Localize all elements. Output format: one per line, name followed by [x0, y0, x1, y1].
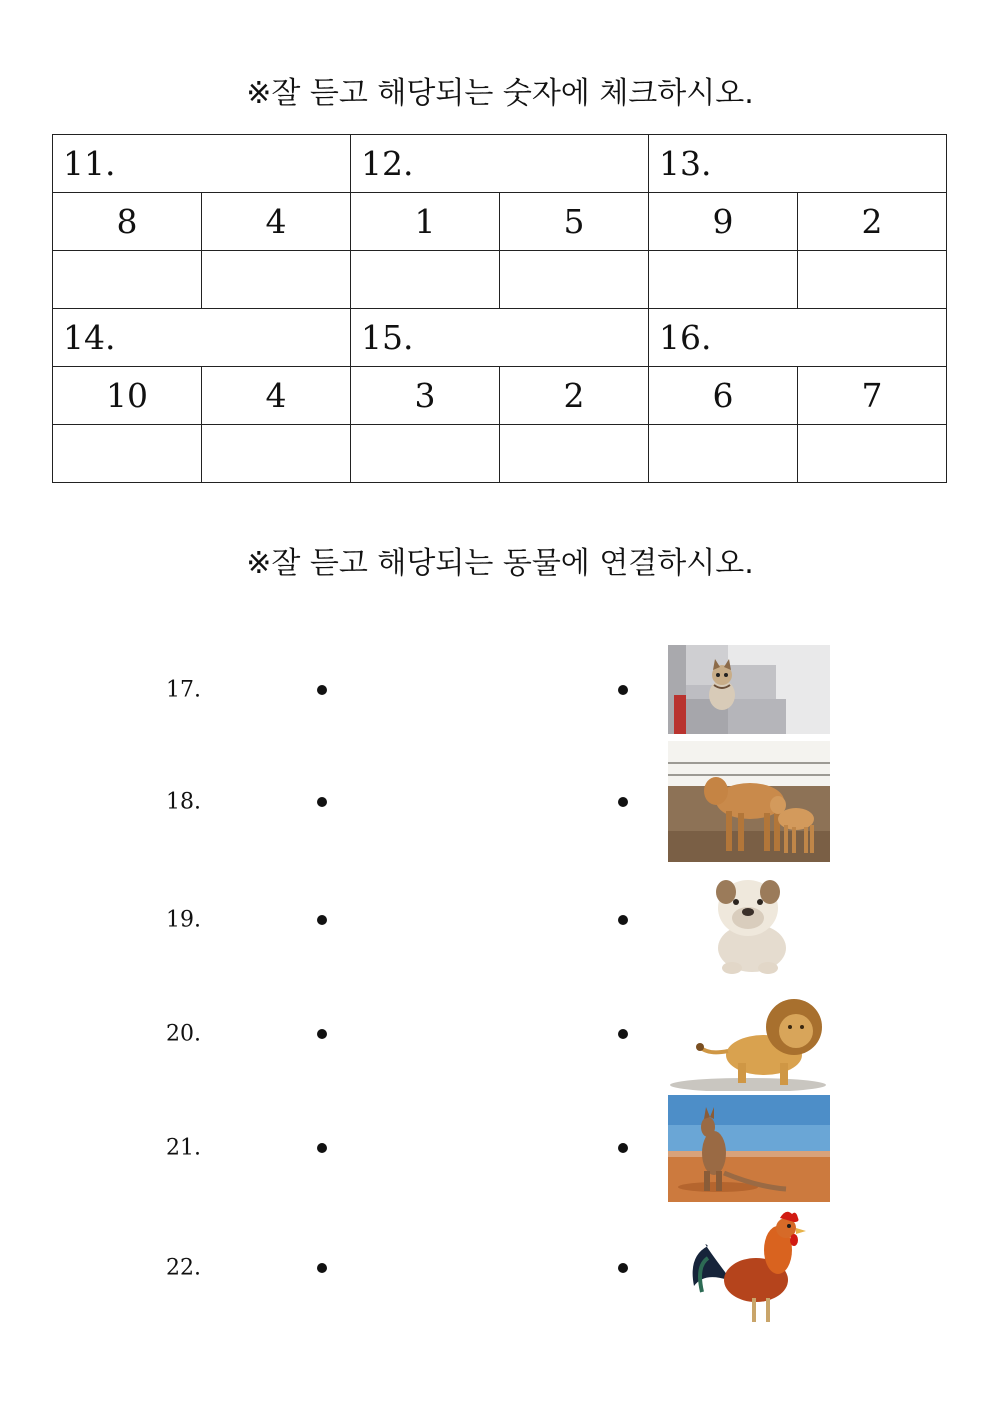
options-row: [53, 367, 947, 425]
option-15a: 3: [351, 367, 500, 425]
cow-image: [668, 741, 830, 862]
left-dot-20[interactable]: [317, 1029, 327, 1039]
match-row-22: [0, 1255, 1000, 1281]
right-dot-kangaroo[interactable]: [618, 1143, 628, 1153]
check-cell-11b[interactable]: [202, 251, 351, 309]
match-row-20: [0, 1021, 1000, 1047]
question-row: [53, 135, 947, 193]
right-dot-rooster[interactable]: [618, 1263, 628, 1273]
check-cell-14a[interactable]: [53, 425, 202, 483]
question-row: [53, 309, 947, 367]
options-row: [53, 193, 947, 251]
match-row-18: [0, 789, 1000, 815]
check-cell-14b[interactable]: [202, 425, 351, 483]
match-row-17: [0, 677, 1000, 703]
left-dot-18[interactable]: [317, 797, 327, 807]
instruction-animals: ※잘 듣고 해당되는 동물에 연결하시오.: [246, 546, 754, 581]
option-11a: 8: [53, 193, 202, 251]
right-dot-dog[interactable]: [618, 915, 628, 925]
check-cell-13a[interactable]: [649, 251, 798, 309]
match-row-19: [0, 907, 1000, 933]
match-question-21: 21.: [166, 1135, 201, 1161]
right-dot-lion[interactable]: [618, 1029, 628, 1039]
question-number-15: 15.: [351, 309, 649, 367]
lion-image: [668, 989, 830, 1091]
option-16a: 6: [649, 367, 798, 425]
check-cell-16b[interactable]: [798, 425, 947, 483]
option-13b: 2: [798, 193, 947, 251]
question-number-13: 13.: [649, 135, 947, 193]
match-question-22: 22.: [166, 1255, 201, 1281]
left-dot-17[interactable]: [317, 685, 327, 695]
dog-image: [668, 868, 830, 976]
kangaroo-image: [668, 1095, 830, 1202]
left-dot-22[interactable]: [317, 1263, 327, 1273]
option-12b: 5: [500, 193, 649, 251]
question-number-11: 11.: [53, 135, 351, 193]
right-dot-cat[interactable]: [618, 685, 628, 695]
match-question-20: 20.: [166, 1021, 201, 1047]
match-row-21: [0, 1135, 1000, 1161]
option-12a: 1: [351, 193, 500, 251]
option-14b: 4: [202, 367, 351, 425]
check-cell-15b[interactable]: [500, 425, 649, 483]
match-question-19: 19.: [166, 907, 201, 933]
question-number-12: 12.: [351, 135, 649, 193]
check-cell-12a[interactable]: [351, 251, 500, 309]
instruction-numbers: ※잘 듣고 해당되는 숫자에 체크하시오.: [246, 76, 754, 111]
check-cell-11a[interactable]: [53, 251, 202, 309]
check-cell-15a[interactable]: [351, 425, 500, 483]
option-15b: 2: [500, 367, 649, 425]
question-number-16: 16.: [649, 309, 947, 367]
option-13a: 9: [649, 193, 798, 251]
question-number-14: 14.: [53, 309, 351, 367]
check-row: [53, 425, 947, 483]
check-cell-13b[interactable]: [798, 251, 947, 309]
rooster-image: [668, 1206, 830, 1328]
check-cell-16a[interactable]: [649, 425, 798, 483]
number-check-table: [52, 134, 947, 483]
check-row: [53, 251, 947, 309]
check-cell-12b[interactable]: [500, 251, 649, 309]
left-dot-21[interactable]: [317, 1143, 327, 1153]
left-dot-19[interactable]: [317, 915, 327, 925]
right-dot-cow[interactable]: [618, 797, 628, 807]
match-question-18: 18.: [166, 789, 201, 815]
option-16b: 7: [798, 367, 947, 425]
option-14a: 10: [53, 367, 202, 425]
match-question-17: 17.: [166, 677, 201, 703]
option-11b: 4: [202, 193, 351, 251]
cat-image: [668, 645, 830, 734]
